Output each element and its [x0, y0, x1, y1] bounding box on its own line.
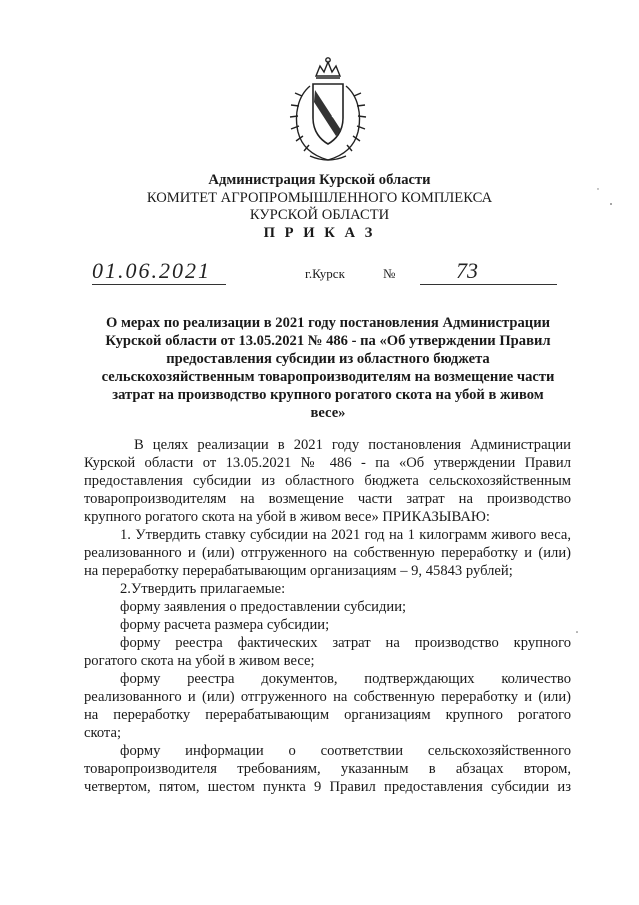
form-info-line: форму информации о соответствии сельскохозяйственного — [120, 743, 571, 759]
order-number: 73 — [420, 258, 557, 285]
subject-line: предоставления субсидии из областного бюджета — [166, 351, 490, 367]
order-date: 01.06.2021 — [92, 258, 226, 285]
subject-line: О мерах по реализации в 2021 году постановления Администрации — [105, 315, 551, 331]
form-application: форму заявления о предоставлении субсидии; — [120, 599, 407, 615]
form-info-line: четвертом, пятом, шестом пункта 9 Правил предоставления субсидии из — [84, 779, 571, 795]
preamble-line: Курской области от 13.05.2021 № 486 - па «Об утверждении Правил — [84, 455, 571, 471]
number-sign: № — [383, 266, 396, 281]
preamble-line: крупного рогатого скота на убой в живом весе» ПРИКАЗЫВАЮ: — [84, 509, 490, 525]
form-registry-costs-line: рогатого скота на убой в живом весе; — [84, 653, 315, 669]
subject-line: затрат на производство крупного рогатого скота на убой в живом — [112, 387, 544, 403]
preamble-line: В целях реализации в 2021 году постановления Администрации — [134, 437, 571, 453]
item1-line: реализованного и (или) отгруженного на собственную переработку и (или) — [84, 545, 571, 561]
form-registry-docs-line: реализованного и (или) отгруженного на собственную переработку и (или) — [84, 689, 571, 705]
form-registry-docs-line: на переработку перерабатывающим организациям крупного рогатого — [84, 707, 571, 723]
item1-line: на переработку перерабатывающим организациям – 9, 45843 рублей; — [84, 563, 513, 579]
preamble-line: товаропроизводителям на возмещение части затрат на производство — [84, 491, 571, 507]
subject-line: Курской области от 13.05.2021 № 486 - па «Об утверждении Правил — [105, 333, 551, 349]
item1-line: 1. Утвердить ставку субсидии на 2021 год на 1 килограмм живого веса, — [120, 527, 571, 543]
form-registry-costs-line: форму реестра фактических затрат на производство крупного — [120, 635, 571, 651]
form-registry-docs-line: скота; — [84, 725, 122, 741]
order-subject — [90, 314, 566, 422]
item2-title: 2.Утвердить прилагаемые: — [120, 581, 286, 597]
order-body — [84, 436, 571, 796]
form-registry-docs-line: форму реестра документов, подтверждающих количество — [120, 671, 571, 687]
committee-title-line2: КУРСКОЙ ОБЛАСТИ — [249, 207, 390, 223]
coat-of-arms-emblem — [280, 56, 376, 166]
order-city: г.Курск — [305, 266, 345, 281]
form-info-line: товаропроизводителя требованиям, указанным в абзацах втором, — [84, 761, 571, 777]
doc-type-title: П Р И К А З — [263, 225, 376, 241]
subject-line: весе» — [310, 405, 346, 421]
preamble-line: предоставления субсидии из областного бюджета сельскохозяйственным — [84, 473, 571, 489]
subject-line: сельскохозяйственным товаропроизводителям на возмещение части — [101, 369, 555, 385]
committee-title-line1: КОМИТЕТ АГРОПРОМЫШЛЕННОГО КОМПЛЕКСА — [146, 190, 493, 206]
admin-title: Администрация Курской области — [208, 172, 431, 188]
form-calculation: форму расчета размера субсидии; — [120, 617, 330, 633]
